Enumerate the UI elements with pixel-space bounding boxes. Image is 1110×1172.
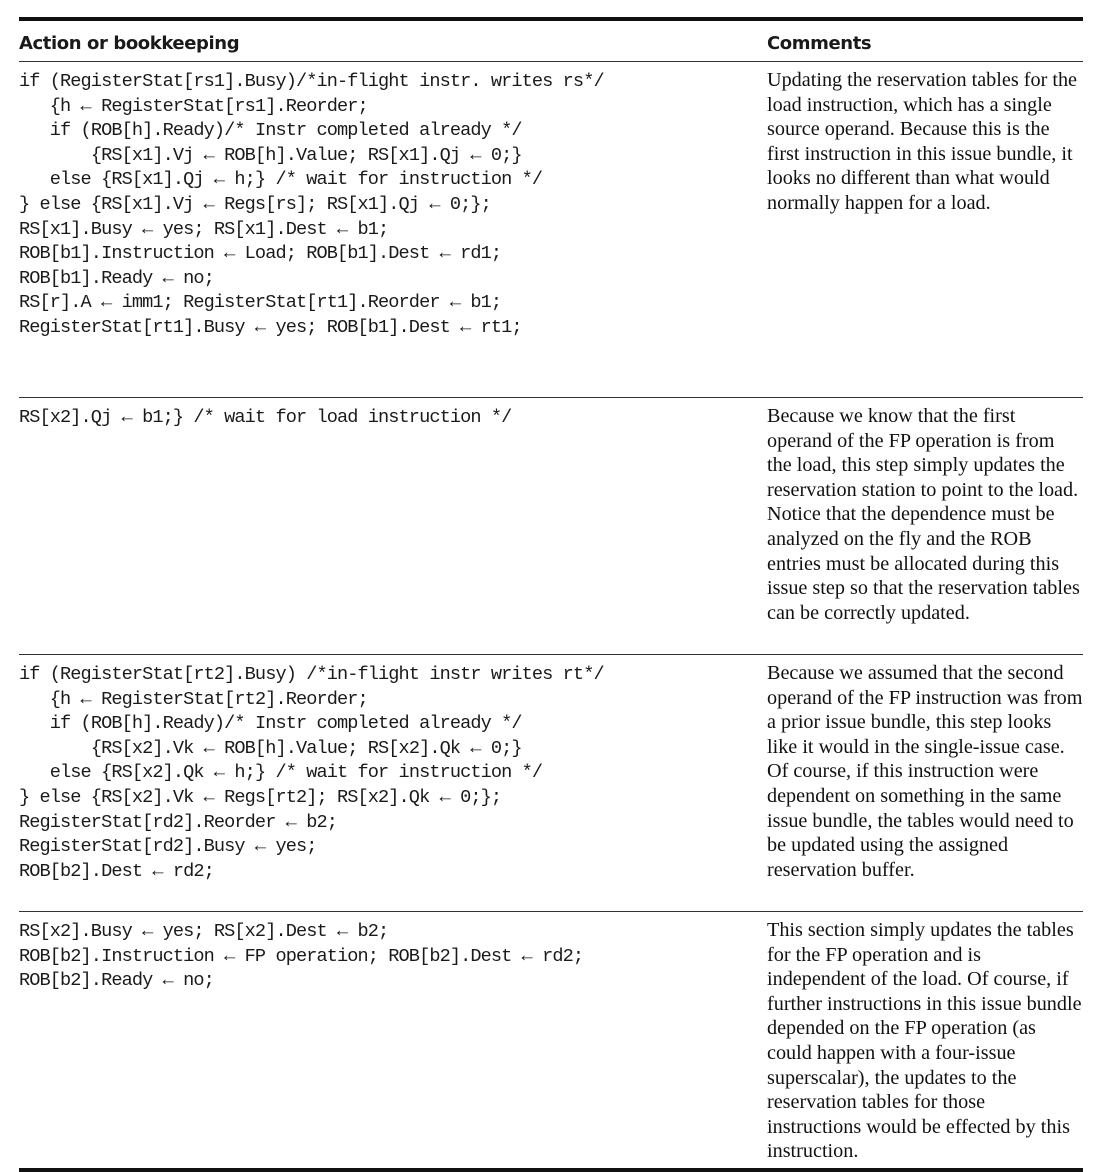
code-line: RS[x2].Busy ← yes; RS[x2].Dest ← b2; xyxy=(19,921,389,942)
table-row xyxy=(19,398,1083,654)
code-line: } else {RS[x1].Vj ← Regs[rs]; RS[x1].Qj ← 0;}; xyxy=(19,193,491,215)
code-line: else {RS[x2].Qk ← h;} /* wait for instruction */ xyxy=(19,762,543,784)
code-block xyxy=(19,62,757,341)
code-line: if (ROB[h].Ready)/* Instr completed already */ xyxy=(19,120,522,142)
comment-text: Because we assumed that the second operand of the FP instruction was from a prior issue bundle, this step looks like it would in the single-issue case. Of course, if this instruction were dependent on something in the same issue bundle, the tables would need to be updated using the assigned reservation buffer. xyxy=(767,662,1083,881)
code-line: } else {RS[x2].Vk ← Regs[rt2]; RS[x2].Qk ← 0;}; xyxy=(19,786,502,808)
comment-text: Updating the reservation tables for the load instruction, which has a single source operand. Because this is the first instruction in this issue bundle, it looks no different than what would normally happen for a load. xyxy=(767,69,1077,214)
code-line: RS[x2].Qj ← b1;} /* wait for load instruction */ xyxy=(19,407,512,428)
code-block xyxy=(19,912,757,994)
code-block xyxy=(19,398,757,431)
code-line: {h ← RegisterStat[rs1].Reorder; xyxy=(19,95,368,117)
code-line: ROB[b2].Instruction ← FP operation; ROB[b2].Dest ← rd2; xyxy=(19,945,584,967)
code-line: ROB[b1].Ready ← no; xyxy=(19,267,214,289)
code-line: ROB[b2].Dest ← rd2; xyxy=(19,860,214,882)
code-block xyxy=(19,655,757,884)
code-line: RegisterStat[rd2].Busy ← yes; xyxy=(19,836,317,858)
table-row xyxy=(19,655,1083,911)
table-row xyxy=(19,912,1083,1168)
code-line: {h ← RegisterStat[rt2].Reorder; xyxy=(19,688,368,710)
code-line: else {RS[x1].Qj ← h;} /* wait for instruction */ xyxy=(19,169,543,191)
code-line: RS[x1].Busy ← yes; RS[x1].Dest ← b1; xyxy=(19,218,389,240)
comment-text: This section simply updates the tables for the FP operation and is independent of the load. Of course, if further instructions in this issue bundle depended on the FP operation (as could happen with a four-issue superscalar), the updates to the reservation tables for those instructions would be effected by this instruction. xyxy=(767,919,1082,1163)
code-line: RegisterStat[rt1].Busy ← yes; ROB[b1].Dest ← rt1; xyxy=(19,316,522,338)
bottom-rule xyxy=(19,1168,1083,1172)
table-header xyxy=(19,21,1083,61)
code-line: RS[r].A ← imm1; RegisterStat[rt1].Reorder ← b1; xyxy=(19,292,502,314)
code-line: ROB[b2].Ready ← no; xyxy=(19,970,214,992)
bookkeeping-table xyxy=(19,17,1083,1172)
code-line: {RS[x1].Vj ← ROB[h].Value; RS[x1].Qj ← 0;} xyxy=(19,144,522,166)
column-header-action: Action or bookkeeping xyxy=(19,32,240,54)
table-row xyxy=(19,62,1083,397)
code-line: ROB[b1].Instruction ← Load; ROB[b1].Dest ← rd1; xyxy=(19,243,502,265)
code-line: if (RegisterStat[rs1].Busy)/*in-flight instr. writes rs*/ xyxy=(19,71,604,92)
comment-text: Because we know that the first operand of the FP operation is from the load, this step simply updates the reservation station to point to the load. Notice that the dependence must be analyzed on the fly and the ROB entries must be allocated during this issue step so that the reservation tables can be correctly updated. xyxy=(767,405,1080,624)
code-line: if (ROB[h].Ready)/* Instr completed already */ xyxy=(19,713,522,735)
code-line: if (RegisterStat[rt2].Busy) /*in-flight instr writes rt*/ xyxy=(19,664,604,685)
column-header-comments: Comments xyxy=(767,32,872,54)
code-line: RegisterStat[rd2].Reorder ← b2; xyxy=(19,811,338,833)
code-line: {RS[x2].Vk ← ROB[h].Value; RS[x2].Qk ← 0;} xyxy=(19,737,522,759)
